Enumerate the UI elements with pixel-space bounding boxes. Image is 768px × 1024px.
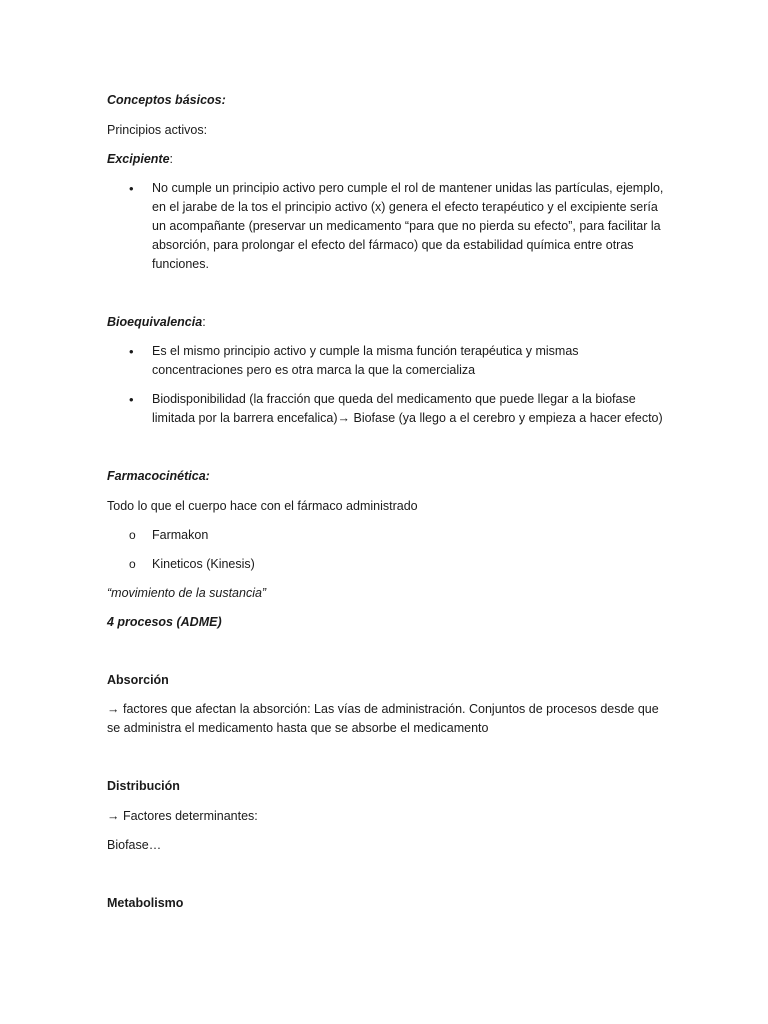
- circle-bullet-icon: o: [129, 528, 136, 542]
- list-item: [107, 342, 667, 380]
- bioequivalencia-heading: Bioequivalencia: [107, 315, 203, 329]
- farmacocinetica-heading: Farmacocinética:: [107, 469, 210, 483]
- movimiento-quote: “movimiento de la sustancia”: [107, 586, 267, 600]
- bioequivalencia-list: [107, 342, 667, 428]
- conceptos-heading: Conceptos básicos:: [107, 93, 226, 107]
- excipiente-heading-line: [107, 150, 667, 169]
- bullet-icon: •: [129, 181, 134, 196]
- document-page: [107, 91, 667, 913]
- biofase-text: Biofase…: [107, 838, 162, 852]
- circle-bullet-icon: o: [129, 557, 136, 571]
- list-item: [107, 390, 667, 428]
- list-item: [107, 526, 667, 545]
- procesos-adme: 4 procesos (ADME): [107, 615, 222, 629]
- farmacocinetica-sublist: [107, 526, 667, 574]
- farmacocinetica-definition: Todo lo que el cuerpo hace con el fármaco administrado: [107, 499, 418, 513]
- absorcion-heading: Absorción: [107, 673, 169, 687]
- list-item-text: Es el mismo principio activo y cumple la misma función terapéutica y mismas concentraciones pero es otra marca la que la comercializa: [152, 344, 579, 377]
- metabolismo-heading: Metabolismo: [107, 896, 184, 910]
- bioequivalencia-heading-line: [107, 313, 667, 332]
- list-item-text: Biodisponibilidad (la fracción que queda del medicamento que puede llegar a la biofase limitada por la barrera encefalica)→ Biofase (ya llego a el cerebro y empieza a hacer efecto): [152, 392, 663, 425]
- excipiente-heading: Excipiente: [107, 152, 170, 166]
- list-item: [107, 179, 667, 274]
- list-item-text: Farmakon: [152, 528, 209, 542]
- excipiente-colon: :: [169, 152, 174, 166]
- bullet-icon: •: [129, 392, 134, 407]
- principios-activos-text: Principios activos:: [107, 123, 208, 137]
- list-item-text: Kineticos (Kinesis): [152, 557, 255, 571]
- bullet-icon: •: [129, 344, 134, 359]
- list-item: [107, 555, 667, 574]
- absorcion-text: → factores que afectan la absorción: Las vías de administración. Conjuntos de procesos desde que se administra el medicamento hasta que se absorbe el medicamento: [107, 702, 659, 735]
- list-item-text: No cumple un principio activo pero cumple el rol de mantener unidas las partículas, ejemplo, en el jarabe de la tos el principio activo (x) genera el efecto terapéutico y el excipiente sería un acompañante (preservar un medicamento “para que no pierda su efecto”, para facilitar la absorción, para prolongar el efecto del fármaco) que da estabilidad química entre otras funciones.: [152, 181, 664, 271]
- excipiente-list: [107, 179, 667, 274]
- distribucion-text: → Factores determinantes:: [107, 809, 258, 823]
- bioequivalencia-colon: :: [202, 315, 206, 329]
- distribucion-heading: Distribución: [107, 779, 180, 793]
